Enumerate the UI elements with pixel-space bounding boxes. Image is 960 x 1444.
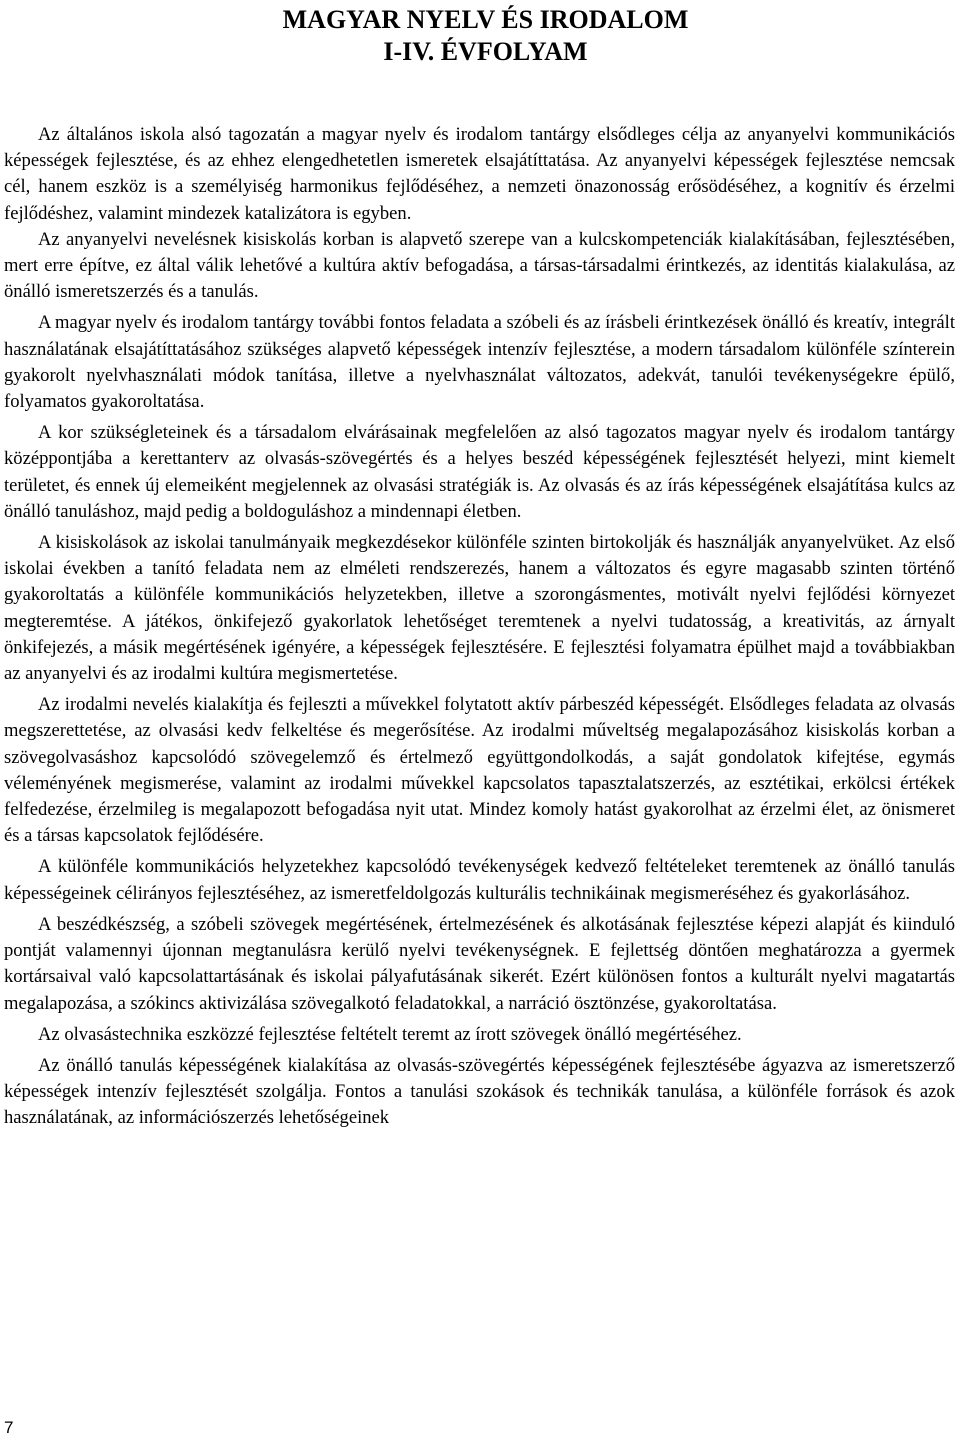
document-page bbox=[4, 0, 955, 1132]
page-title bbox=[4, 4, 955, 68]
title-line-1: MAGYAR NYELV ÉS IRODALOM bbox=[282, 5, 689, 34]
paragraph-7: A különféle kommunikációs helyzetekhez kapcsolódó tevékenységek kedvező feltételeket teremtenek az önálló tanulás képességeinek célirányos fejlesztéséhez, az ismeretfeldolgozás kulturális technikáinak megismeréséhez és gyakorlásához. bbox=[4, 856, 955, 904]
body-text bbox=[4, 122, 955, 1132]
paragraph-5: A kisiskolások az iskolai tanulmányaik megkezdésekor különféle szinten birtokolják és használják anyanyelvüket. Az első iskolai években a tanító feladata nem az elméleti rendszerezés, hanem a változatos és egyre magasabb szinten történő gyakoroltatás a különféle kommunikációs helyzetekben, illetve a szorongásmentes, motivált nyelvi fejlődési környezet megteremtése. A játékos, önkifejező gyakorlatok lehetőséget teremtenek a nyelvi tudatosság, a kreativitás, az árnyalt önkifejezés, a másik megértésének igényére, a képességek fejlesztésére. E fejlesztési folyamatra épülhet majd a továbbiakban az anyanyelvi és az irodalmi kultúra megismertetése. bbox=[4, 532, 955, 685]
paragraph-8: A beszédkészség, a szóbeli szövegek megértésének, értelmezésének és alkotásának fejlesztése képezi alapját és kiinduló pontját valamennyi újonnan megtanulásra kerülő nyelvi tevékenységnek. E fejlettség döntően meghatározza a gyermek kortársaival való kapcsolattartásának és iskolai pályafutásának sikerét. Ezért különösen fontos a kulturált nyelvi magatartás megalapozása, a szókincs aktivizálása szövegalkotó feladatokkal, a narráció ösztönzése, gyakoroltatása. bbox=[4, 913, 955, 1014]
paragraph-2: Az anyanyelvi nevelésnek kisiskolás korban is alapvető szerepe van a kulcskompetenciák kialakításában, fejlesztésében, mert erre építve, ez által válik lehetővé a kultúra aktív befogadása, a társas-társadalmi érintkezés, az identitás kialakulása, az önálló ismeretszerzés és a tanulás. bbox=[4, 228, 955, 303]
paragraph-9: Az olvasástechnika eszközzé fejlesztése feltételt teremt az írott szövegek önálló megértéséhez. bbox=[38, 1023, 742, 1045]
paragraph-3: A magyar nyelv és irodalom tantárgy további fontos feladata a szóbeli és az írásbeli érintkezések önálló és kreatív, integrált használatának elsajátíttatásához szükséges alapvető képességek intenzív fejlesztése, a modern társadalom különféle színterein gyakorolt nyelvhasználati módok tanítása, illetve a nyelvhasználat változatos, adekvát, tanulói tevékenységekre épülő, folyamatos gyakoroltatása. bbox=[4, 312, 955, 413]
page-number: 7 bbox=[4, 1418, 14, 1437]
paragraph-4: A kor szükségleteinek és a társadalom elvárásainak megfelelően az alsó tagozatos magyar nyelv és irodalom tantárgy középpontjába a kerettanterv az olvasás-szövegértés és a helyes beszéd képességének fejlesztését helyezi, mint kiemelt területet, és ennek új elemeiként megjelennek az olvasási stratégiák is. Az olvasás és az írás képességének elsajátítása kulcs az önálló tanuláshoz, majd pedig a boldoguláshoz a mindennapi életben. bbox=[4, 422, 955, 522]
paragraph-6: Az irodalmi nevelés kialakítja és fejleszti a művekkel folytatott aktív párbeszéd képességét. Elsődleges feladata az olvasás megszerettetése, az olvasási kedv felkeltése és megerősítése. Az irodalmi műveltség megalapozásához kisiskolás korban a szövegolvasáshoz kapcsolódó szövegelemző és értelmező együttgondolkodás, a saját gondolatok kifejtése, egymás véleményének megismerése, valamint az irodalmi művekkel kapcsolatos tapasztalatszerzés, az esztétikai, erkölcsi értékek felfedezése, érzelmileg is megalapozott befogadása nyit utat. Mindez komoly hatást gyakorolhat az érzelmi élet, az önismeret és a társas kapcsolatok fejlődésére. bbox=[4, 694, 955, 847]
title-line-2: I-IV. ÉVFOLYAM bbox=[383, 37, 588, 66]
paragraph-10: Az önálló tanulás képességének kialakítása az olvasás-szövegértés képességének fejlesztésébe ágyazva az ismeretszerző képességek intenzív fejlesztését szolgálja. Fontos a tanulási szokások és technikák tanulása, a különféle források és azok használatának, az információszerzés lehetőségeinek bbox=[4, 1054, 955, 1129]
paragraph-1: Az általános iskola alsó tagozatán a magyar nyelv és irodalom tantárgy elsődleges célja az anyanyelvi kommunikációs képességek fejlesztése, és az ehhez elengedhetetlen ismeretek elsajátíttatása. Az anyanyelvi képességek fejlesztése nemcsak cél, hanem eszköz is a személyiség harmonikus fejlődéséhez, a nemzeti önazonosság erősödéséhez, a kognitív és érzelmi fejlődéshez, valamint mindezek katalizátora is egyben. bbox=[4, 124, 955, 224]
